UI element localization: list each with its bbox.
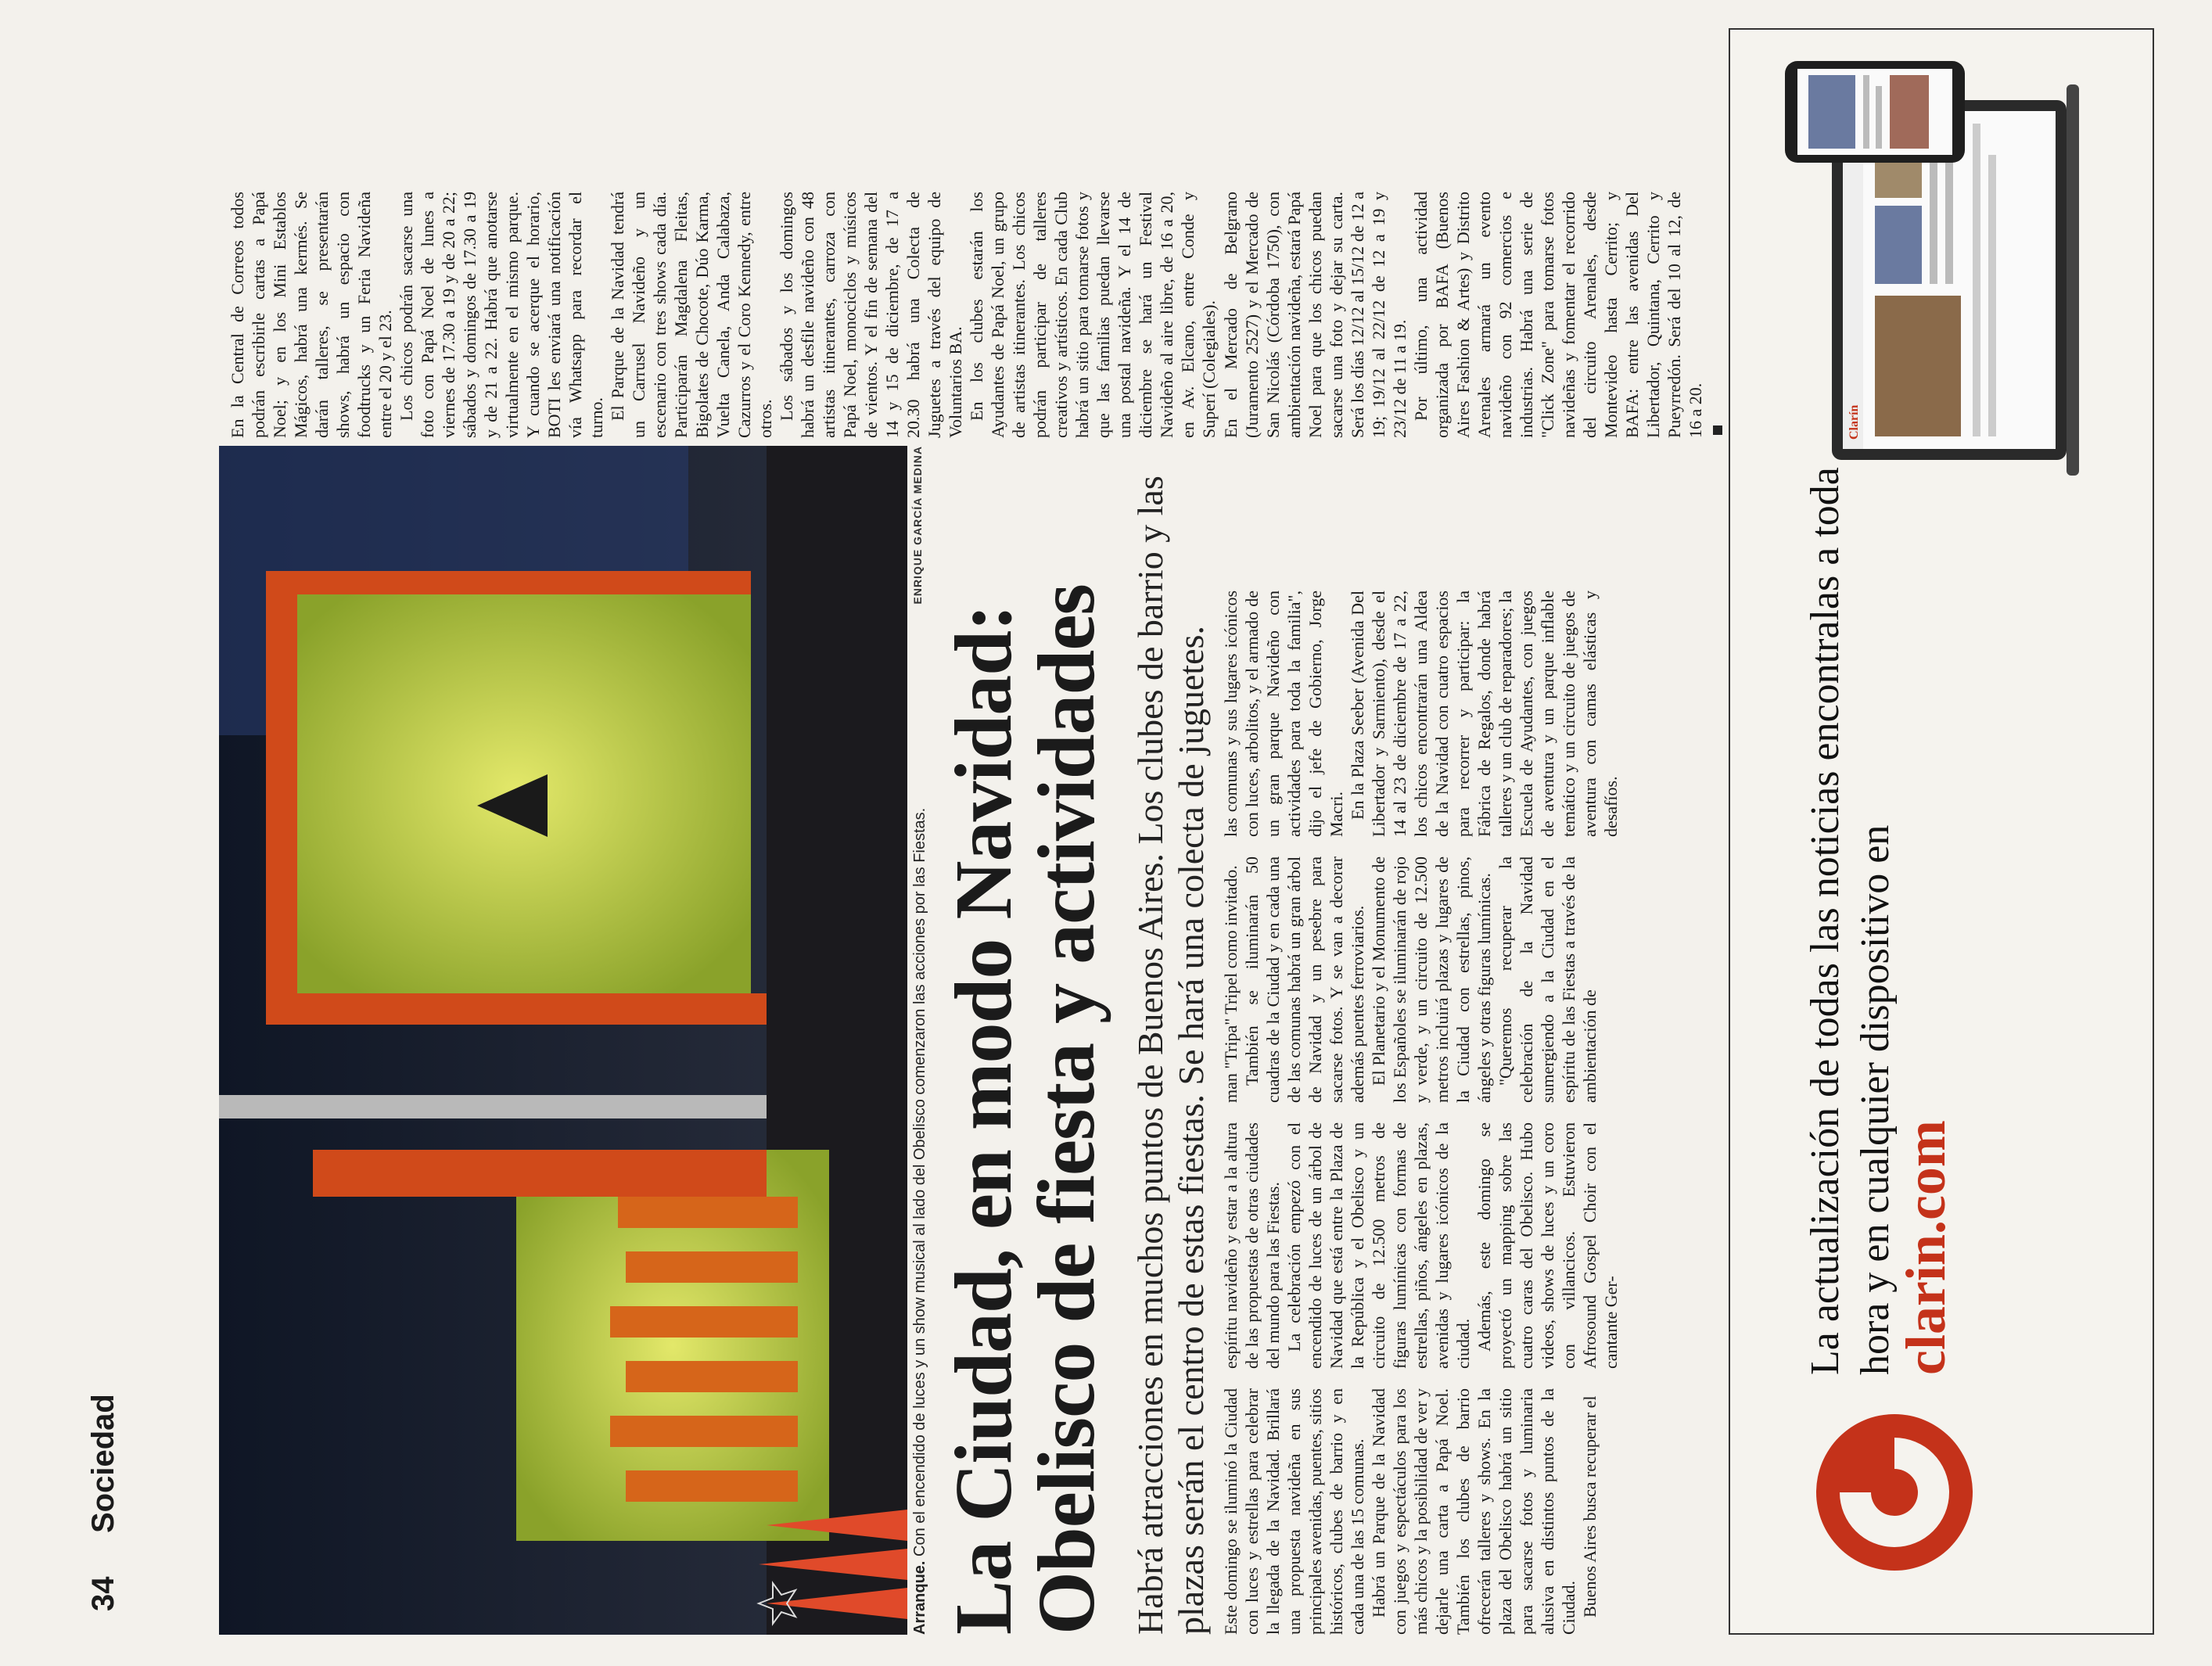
caption-label: Arranque.: [911, 1560, 928, 1635]
clarin-logo-icon: [1808, 1406, 1984, 1578]
paragraph: Por último, una actividad organizada por BAFA (Buenos Aires Fashion & Artes) y Distrito Arenales armará un evento navideño con 92 comercios e industrias. Habrá una serie de "Click Zone" para tomarse fotos navideñas y fomentar el recorrido del circuito Arenales, desde Montevideo hasta Cerrito; y BAFA: entre las avenidas Del Libertador, Quintana, Cerrito y Pueyrredón. Será del 10 al 12, de 16 a 20.: [1411, 192, 1705, 438]
paragraph: La celebración empezó con el encendido de luces de un árbol de Navidad que está entre la Plaza de la República y el Obelisco y un circuito de 12.500 metros de figuras lumínicas con formas de estrellas, piños, ángeles en plazas, avenidas y lugares icónicos de la ciudad.: [1284, 1122, 1473, 1369]
ad-message: [1801, 436, 1957, 1375]
body-column-6: [1220, 192, 1705, 438]
body-column-3: [1220, 856, 1600, 1103]
body-column-5: [227, 192, 1219, 438]
body-column-4: [1220, 591, 1621, 837]
paragraph: Este domingo se iluminó la Ciudad con luces y estrellas para celebrar la llegada de la Navidad. Brillará una propuesta navideña en sus principales avenidas, puentes, sitios históricos, clubes de barrio y en cada una de las 15 comunas.: [1221, 1388, 1367, 1635]
paragraph: Los chicos podrán sacarse una foto con Papá Noel de lunes a viernes de 17.30 a 19 y de 20 a 22; sábados y domingos de 17.30 a 19 y de 21 a 22. Habrá que anotarse virtualmente en el mismo parque. Y cuando se acerque el horario, BOTI les enviará una notificación vía Whatsapp para recordar el turno.: [397, 192, 606, 438]
photo-credit: ENRIQUE GARCÍA MEDINA: [911, 446, 924, 605]
body-column-2: [1220, 1122, 1621, 1369]
body-column-1: [1220, 1388, 1600, 1635]
paragraph: Además, este domingo se proyectó un mapping sobre las cuatro caras del Obelisco. Hubo videos, shows de luces y un coro con villancicos. Estuvieron Afrosound Gospel Choir con el cantante Ger-: [1474, 1122, 1621, 1369]
screen-brand: Clarín: [1848, 404, 1861, 440]
paragraph: En la Plaza Seeber (Avenida Del Libertador y Sarmiento), desde el 14 al 23 de diciembre de 17 a 22, los chicos encontrarán una Aldea de la Navidad con cuatro espacios para recorrer y participar: la Fábrica de Regalos, donde habrá talleres y un club de reparadores; la Escuela de Ayudantes, con juegos de aventura y un parque inflable temático y un circuito de juegos de aventura con camas elásticas y desafíos.: [1348, 591, 1621, 837]
paragraph: Habrá un Parque de la Navidad con juegos y espectáculos para los más chicos y la posibilidad de ver y dejarle una carta a Papá Noel. También los clubes de barrio ofrecerán talleres y shows. En la plaza del Obelisco habrá un sitio para sacarse fotos y luminaria alusiva en distintos puntos de la Ciudad.: [1369, 1388, 1578, 1635]
paragraph: las comunas y sus lugares icónicos con luces, arbolitos, y el armado de un gran parque Navideño con actividades para toda la familia", dijo el jefe de Gobierno, Jorge Macri.: [1221, 591, 1346, 837]
paragraph: En la Central de Correos todos podrán escribirle cartas a Papá Noel; y en los Mini Establos Mágicos, habrá una kermés. Se darán talleres, se presentarán shows, habrá un espacio con foodtrucks y un Feria Navideña entre el 20 y el 23.: [228, 192, 395, 438]
caption-text: Con el encendido de luces y un show musical al lado del Obelisco comenzaron las acciones por las Fiestas.: [911, 807, 928, 1556]
ad-url[interactable]: clarin.com: [1894, 1120, 1957, 1375]
paragraph: Buenos Aires busca recuperar el: [1580, 1395, 1600, 1618]
lead-photo: [219, 446, 907, 1635]
devices-illustration: [1761, 53, 2121, 476]
paragraph: man "Tripa" Tripel como invitado.: [1221, 865, 1241, 1103]
section-name: Sociedad: [86, 1394, 120, 1533]
end-of-article-mark: [1713, 425, 1722, 435]
headline: La Ciudad, en modo Navidad: Obelisco de fiesta y actividades: [939, 583, 1111, 1635]
paragraph: El Parque de la Navidad tendrá un Carrusel Navideño y un escenario con tres shows cada día. Participarán Magdalena Fleitas, Bigolates de Chocote, Dúo Karma, Vuelta Canela, Anda Calabaza, Cazurros y el Coro Kennedy, entre otros.: [608, 192, 775, 438]
clarin-ad: [1729, 28, 2154, 1635]
ad-text: La actualización de todas las noticias encontralas a toda hora y en cualquier dispositivo en: [1803, 467, 1898, 1375]
paragraph: El Planetario y el Monumento de los Españoles se iluminarán de rojo y verde, y un circuito de 12.500 metros incluirá plazas y lugares de la Ciudad con estrellas, pinos, ángeles y otras figuras lumínicas.: [1369, 856, 1494, 1103]
page-number: 34: [86, 1576, 120, 1611]
paragraph: En el Mercado de Belgrano (Juramento 2527) y el Mercado de San Nicolás (Córdoba 1750), con ambientación navideña, estará Papá Noel para que los chicos puedan sacarse una foto y dejar su carta. Será los días 12/12 al 15/12 de 12 a 19; 19/12 al 22/12 de 12 a 19 y 23/12 de 11 a 19.: [1221, 192, 1409, 438]
paragraph: También se iluminarán 50 cuadras de la Ciudad y en cada una de las comunas habrá un gran árbol de Navidad y un pesebre para sacarse fotos. Y se van a decorar además puentes ferroviarios.: [1242, 856, 1367, 1103]
paragraph: Los sábados y los domingos habrá un desfile navideño con 48 artistas itinerantes, carroza con Papá Noel, monociclos y músicos de vientos. Y el fin de semana del 14 y 15 de diciembre, de 17 a 20.30 habrá una Colecta de Juguetes a través del equipo de Voluntarios BA.: [777, 192, 965, 438]
paragraph: "Queremos recuperar la celebración de la Navidad sumergiendo a la Ciudad en el espíritu de las Fiestas a través de la ambientación de: [1496, 856, 1600, 1103]
photo-caption: [911, 446, 929, 1635]
paragraph: En los clubes estarán los Ayudantes de Papá Noel, un grupo de artistas itinerantes. Los chicos podrán participar de talleres creativos y artísticos. En cada Club habrá un sitio para tomarse fotos y que las familias puedan llevarse una postal navideña. Y el 14 de diciembre se hará un Festival Navideño al aire libre, de 16 a 20, en Av. Elcano, entre Conde y Superí (Colegiales).: [967, 192, 1219, 438]
paragraph: espíritu navideño y estar a la altura de las propuestas de otras ciudades del mundo para las Fiestas.: [1221, 1122, 1283, 1369]
deck: Habrá atracciones en muchos puntos de Buenos Aires. Los clubes de barrio y las plazas serán el centro de estas fiestas. Se hará una colecta de juguetes.: [1130, 476, 1211, 1635]
obelisco-christmas-scene: [219, 446, 907, 1635]
